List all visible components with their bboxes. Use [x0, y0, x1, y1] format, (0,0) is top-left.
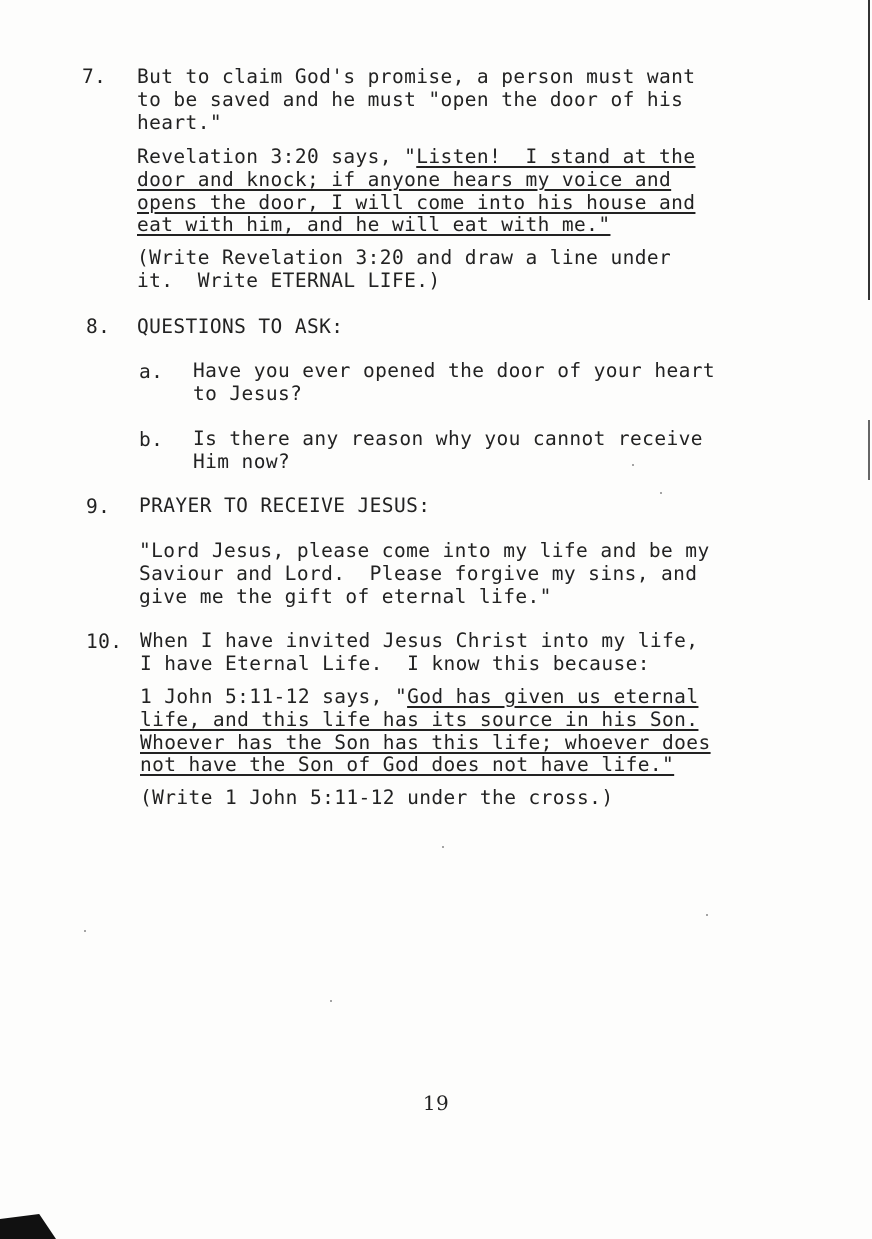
item-10-verse-line-3: Whoever has the Son has this life; whoever does	[140, 731, 711, 754]
question-a-line-1: Have you ever opened the door of your heart	[193, 359, 716, 382]
item-9-heading: PRAYER TO RECEIVE JESUS:	[139, 494, 431, 517]
item-7-verse-line-4: eat with him, and he will eat with me."	[137, 213, 611, 236]
question-b-line-1: Is there any reason why you cannot receive	[193, 427, 703, 450]
item-7-verse-line-1	[137, 146, 695, 168]
item-10-verse-line-1	[140, 686, 698, 708]
item-7-line-2: to be saved and he must "open the door of his	[137, 88, 684, 111]
item-9-number: 9.	[86, 495, 111, 518]
item-10-instruction: (Write 1 John 5:11-12 under the cross.)	[140, 786, 614, 809]
item-10-number: 10.	[86, 630, 123, 653]
item-7-line-3: heart."	[137, 111, 222, 134]
scan-speck	[84, 930, 86, 932]
item-10-verse-line-2: life, and this life has its source in his Son.	[140, 708, 699, 731]
item-10-verse-prefix: 1 John 5:11-12 says, "	[140, 685, 408, 708]
item-7-verse-line-3: opens the door, I will come into his house and	[137, 191, 696, 214]
question-a-letter: a.	[139, 360, 164, 383]
prayer-line-2: Saviour and Lord. Please forgive my sins, and	[139, 562, 698, 585]
prayer-line-3: give me the gift of eternal life."	[139, 585, 552, 608]
scan-speck	[632, 464, 634, 466]
scan-edge-line-lower	[868, 420, 870, 480]
item-7-line-1: But to claim God's promise, a person must want	[137, 65, 696, 88]
item-10-line-2: I have Eternal Life. I know this because:	[140, 652, 650, 675]
item-8-heading: QUESTIONS TO ASK:	[137, 315, 344, 338]
item-7-instruction-2: it. Write ETERNAL LIFE.)	[137, 269, 441, 292]
item-10-verse-line-4: not have the Son of God does not have life."	[140, 753, 675, 776]
prayer-line-1: "Lord Jesus, please come into my life and be my	[139, 539, 710, 562]
scan-speck	[660, 492, 662, 494]
question-b-line-2: Him now?	[193, 450, 291, 473]
page-number: 19	[422, 1091, 450, 1115]
question-b-letter: b.	[139, 428, 164, 451]
scan-corner-mark	[0, 1214, 56, 1239]
item-7-instruction-1: (Write Revelation 3:20 and draw a line under	[137, 246, 672, 269]
item-7-number: 7.	[82, 65, 107, 88]
item-10-line-1: When I have invited Jesus Christ into my life,	[140, 629, 699, 652]
item-7-verse-text-1: Listen! I stand at the	[416, 145, 696, 168]
question-a-line-2: to Jesus?	[193, 382, 303, 405]
item-8-number: 8.	[86, 315, 111, 338]
item-7-verse-line-2: door and knock; if anyone hears my voice and	[137, 168, 672, 191]
item-7-verse-prefix: Revelation 3:20 says, "	[137, 145, 417, 168]
scan-speck	[330, 1000, 332, 1002]
item-10-verse-text-1: God has given us eternal	[407, 685, 699, 708]
scan-edge-line	[868, 0, 870, 300]
scan-speck	[706, 914, 708, 916]
scan-speck	[442, 846, 444, 848]
